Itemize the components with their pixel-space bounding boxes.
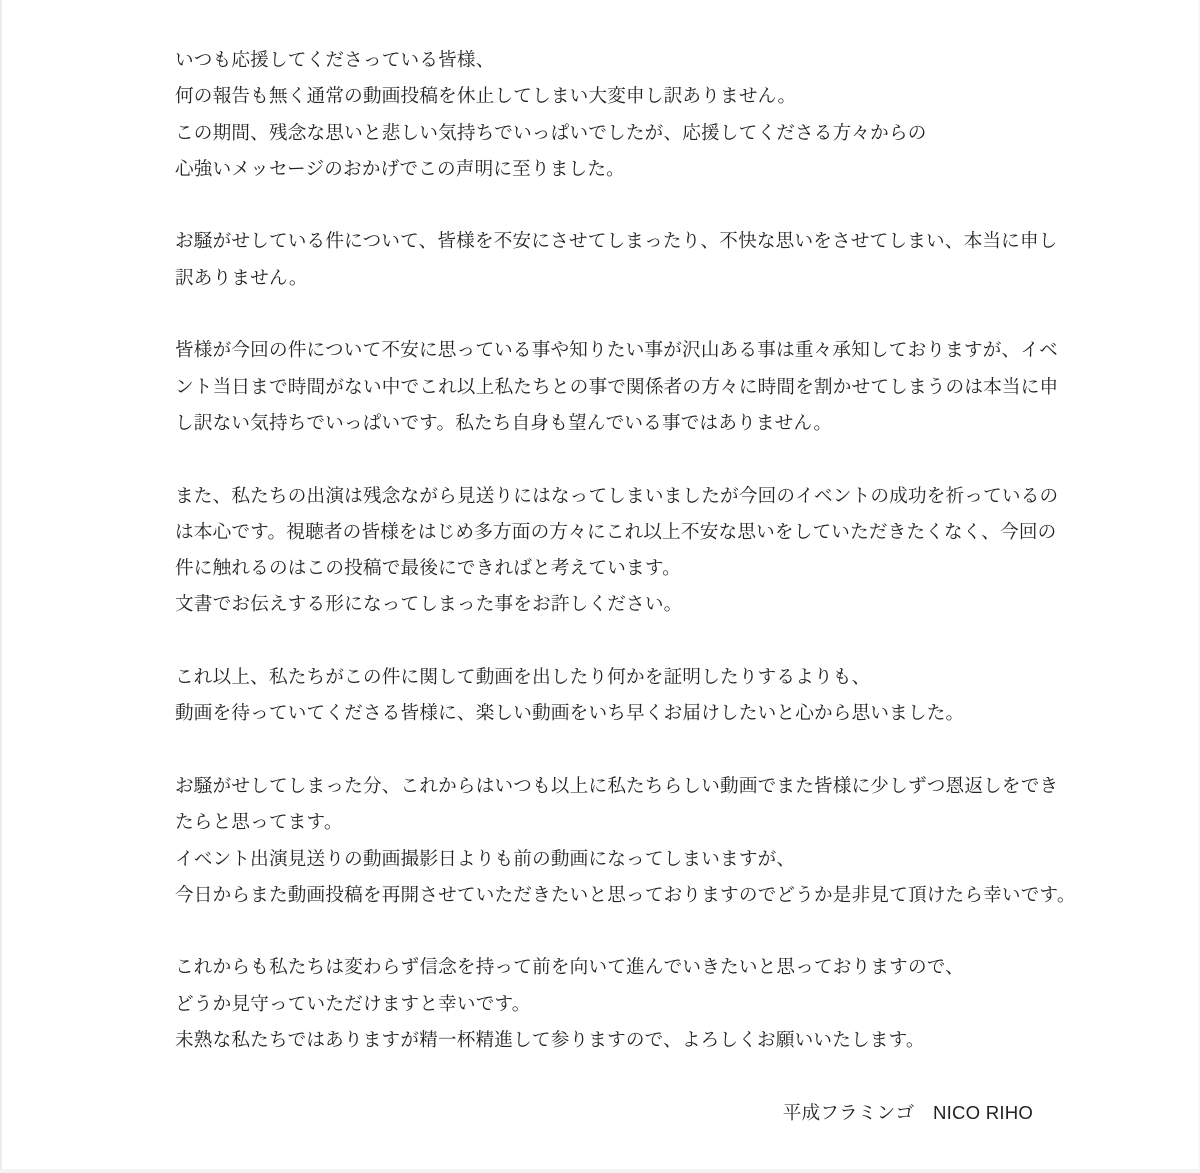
- statement-paragraph-7: [175, 949, 1053, 1058]
- statement-line: お騒がせしてしまった分、これからはいつも以上に私たちらしい動画でまた皆様に少しずつ恩返しをでき: [175, 774, 1059, 796]
- statement-line: また、私たちの出演は残念ながら見送りにはなってしまいましたが今回のイベントの成功を祈っているの: [175, 484, 1059, 506]
- statement-paragraph-2: [175, 223, 1058, 296]
- statement-line: 皆様が今回の件について不安に思っている事や知りたい事が沢山ある事は重々承知しておりますが、イベ: [175, 339, 1058, 361]
- statement-line: いつも応援してくださっている皆様、: [175, 49, 495, 70]
- statement-line: し訳ない気持ちでいっぱいです。私たち自身も望んでいる事ではありません。: [175, 411, 833, 433]
- statement-line: 何の報告も無く通常の動画投稿を休止してしまい大変申し訳ありません。: [175, 85, 797, 107]
- statement-paragraph-3: [175, 332, 1059, 441]
- signature-line: 平成フラミンゴ NICO RIHO: [782, 1101, 1033, 1123]
- statement-line: 文書でお伝えする形になってしまった事をお許しください。: [175, 593, 683, 615]
- statement-paragraph-1: [175, 42, 1053, 187]
- statement-line: 動画を待っていてくださる皆様に、楽しい動画をいち早くお届けしたいと心から思いました。: [175, 702, 965, 724]
- statement-line: この期間、残念な思いと悲しい気持ちでいっぱいでしたが、応援してくださる方々からの: [175, 121, 927, 143]
- statement-line: 今日からまた動画投稿を再開させていただきたいと思っておりますのでどうか是非見て頂けたら幸いです。: [175, 883, 1076, 905]
- statement-line: これ以上、私たちがこの件に関して動画を出したり何かを証明したりするよりも、: [175, 666, 871, 688]
- statement-line: どうか見守っていただけますと幸いです。: [175, 992, 531, 1014]
- statement-line: ント当日まで時間がない中でこれ以上私たちとの事で関係者の方々に時間を割かせてしまうのは本当に申: [175, 375, 1059, 397]
- page-bottom-edge: [0, 1169, 1200, 1173]
- statement-line: 心強いメッセージのおかげでこの声明に至りました。: [175, 157, 625, 179]
- page-left-edge: [0, 0, 2, 1173]
- statement-line: は本心です。視聴者の皆様をはじめ多方面の方々にこれ以上不安な思いをしていただきたくなく、今回の: [175, 520, 1057, 542]
- statement-line: たらと思ってます。: [175, 811, 343, 833]
- statement-line: これからも私たちは変わらず信念を持って前を向いて進んでいきたいと思っておりますので、: [175, 956, 964, 978]
- statement-paragraph-4: [175, 478, 1059, 623]
- statement-paragraph-6: [175, 768, 1076, 913]
- statement-paragraph-5: [175, 659, 1053, 732]
- statement-body: [175, 42, 1076, 1131]
- statement-line: 件に触れるのはこの投稿で最後にできればと考えています。: [175, 557, 681, 579]
- statement-line: 未熟な私たちではありますが精一杯精進して参りますので、よろしくお願いいたします。: [175, 1029, 925, 1051]
- statement-line: 訳ありません。: [175, 266, 308, 288]
- statement-line: イベント出演見送りの動画撮影日よりも前の動画になってしまいますが、: [175, 847, 796, 869]
- statement-line: お騒がせしている件について、皆様を不安にさせてしまったり、不快な思いをさせてしまい、本当に申し: [175, 230, 1058, 252]
